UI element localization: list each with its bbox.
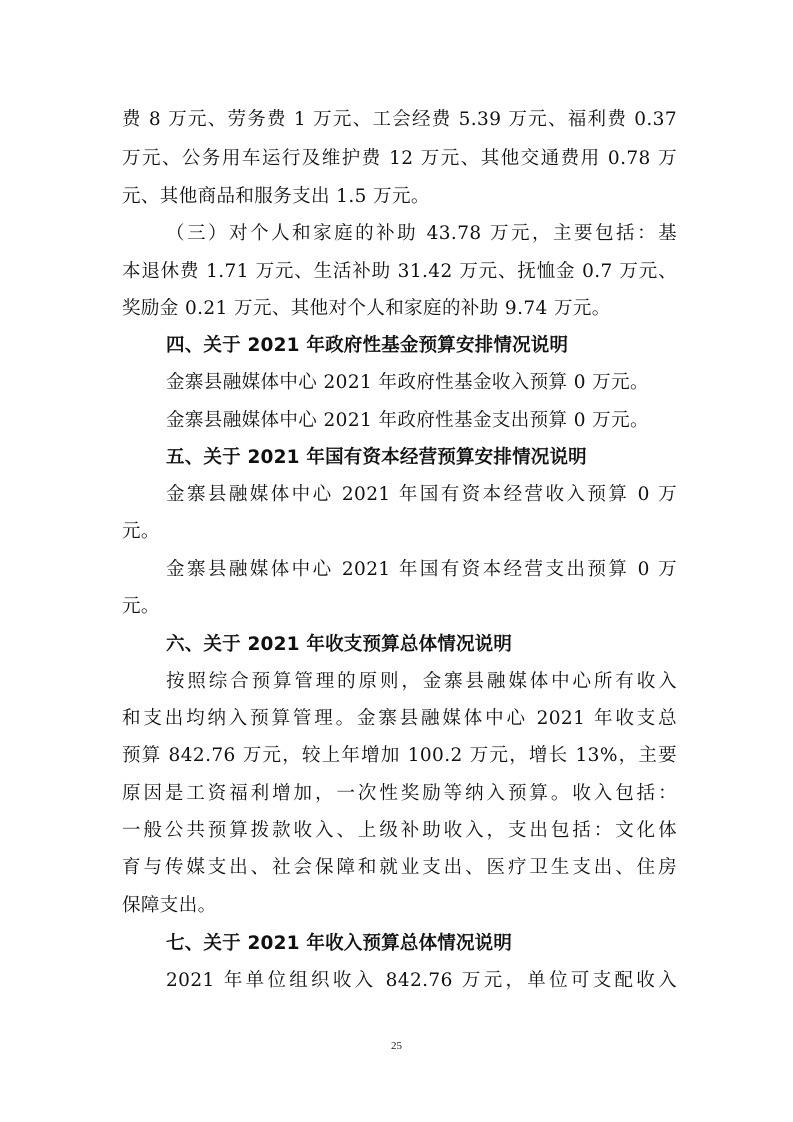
body-text-line: 金寨县融媒体中心 2021 年政府性基金收入预算 0 万元。: [166, 372, 649, 393]
page-number: 25: [391, 1040, 402, 1052]
body-text-line: 保障支出。: [122, 895, 217, 916]
body-text-line: 金寨县融媒体中心 2021 年国有资本经营支出预算 0 万: [166, 559, 677, 580]
section-heading: 四、关于 2021 年政府性基金预算安排情况说明: [166, 335, 569, 356]
body-text-line: 和支出均纳入预算管理。金寨县融媒体中心 2021 年收支总: [122, 708, 677, 729]
body-text-line: 元。: [122, 521, 160, 542]
body-text-line: 元。: [122, 596, 160, 617]
body-text-line: 一般公共预算拨款收入、上级补助收入，支出包括：文化体: [122, 820, 677, 841]
body-text-line: 本退休费 1.71 万元、生活补助 31.42 万元、抚恤金 0.7 万元、: [122, 261, 677, 282]
body-text-line: 金寨县融媒体中心 2021 年政府性基金支出预算 0 万元。: [166, 410, 649, 431]
section-heading: 五、关于 2021 年国有资本经营预算安排情况说明: [166, 447, 587, 468]
body-text-line: 费 8 万元、劳务费 1 万元、工会经费 5.39 万元、福利费 0.37: [122, 109, 677, 130]
body-text-line: 预算 842.76 万元，较上年增加 100.2 万元，增长 13%，主要: [122, 745, 677, 766]
body-text-line: 金寨县融媒体中心 2021 年国有资本经营收入预算 0 万: [166, 484, 677, 505]
section-heading: 七、关于 2021 年收入预算总体情况说明: [166, 933, 513, 954]
section-heading: 六、关于 2021 年收支预算总体情况说明: [166, 634, 513, 655]
body-text-line: 万元、公务用车运行及维护费 12 万元、其他交通费用 0.78 万: [122, 148, 677, 169]
body-text-line: 按照综合预算管理的原则，金寨县融媒体中心所有收入: [166, 671, 677, 692]
body-text-line: 2021 年单位组织收入 842.76 万元，单位可支配收入: [166, 970, 677, 991]
body-text-line: 育与传媒支出、社会保障和就业支出、医疗卫生支出、住房: [122, 857, 677, 878]
body-text-line: 奖励金 0.21 万元、其他对个人和家庭的补助 9.74 万元。: [122, 298, 611, 319]
body-text-line: （三）对个人和家庭的补助 43.78 万元，主要包括：基: [166, 223, 677, 244]
body-text-line: 原因是工资福利增加，一次性奖励等纳入预算。收入包括：: [122, 783, 677, 804]
body-text-line: 元、其他商品和服务支出 1.5 万元。: [122, 186, 430, 207]
